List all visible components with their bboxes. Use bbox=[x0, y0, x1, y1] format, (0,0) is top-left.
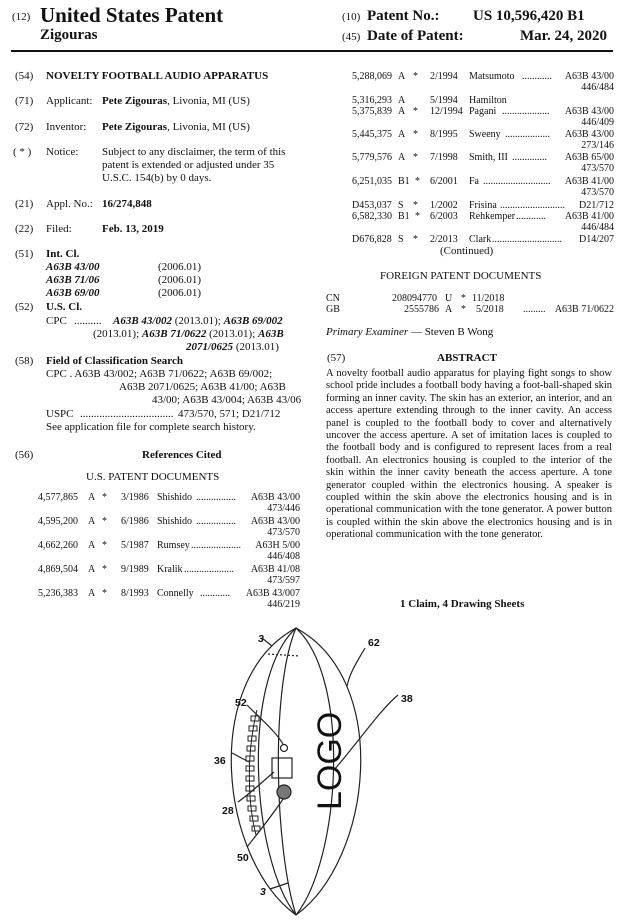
header-title: United States Patent bbox=[40, 3, 224, 27]
patent-no-value: US 10,596,420 B1 bbox=[473, 8, 585, 24]
header-inventor-surname: Zigouras bbox=[40, 27, 98, 43]
ref-kind: A bbox=[88, 540, 96, 551]
ref-class: A63B 43/00 bbox=[250, 492, 300, 503]
title-code: (54) bbox=[15, 70, 34, 82]
ref-dots: ................ bbox=[196, 516, 236, 527]
leader-28 bbox=[238, 772, 274, 802]
ref-date: 12/1994 bbox=[430, 106, 463, 117]
ref-label-62: 62 bbox=[368, 637, 380, 649]
ref-name: Smith, III bbox=[469, 152, 508, 163]
notice-code: ( * ) bbox=[13, 146, 32, 158]
ref-star: * bbox=[413, 129, 418, 140]
inventor-label: Inventor: bbox=[46, 121, 87, 133]
cpc-d1: A63B bbox=[258, 328, 284, 340]
foreign-no: 208094770 bbox=[392, 293, 437, 304]
ref-no: 5,375,839 bbox=[352, 106, 392, 117]
ref-name: Shishido bbox=[157, 492, 193, 503]
inventor-code: (72) bbox=[15, 121, 34, 133]
ref-no: 6,251,035 bbox=[352, 176, 392, 187]
ref-star: * bbox=[415, 211, 420, 222]
ref-date: 2/1994 bbox=[430, 71, 458, 82]
reference-row bbox=[352, 129, 614, 153]
ref-name: Rehkemper bbox=[469, 211, 516, 222]
cpc-d2: 2071/0625 bbox=[186, 341, 234, 353]
ref-star: * bbox=[415, 176, 420, 187]
cpc-c-version: (2013.01); bbox=[206, 328, 259, 340]
field-label: Field of Classification Search bbox=[46, 355, 183, 367]
ref-name: Rumsey bbox=[157, 540, 190, 551]
intcl-label: Int. Cl. bbox=[46, 248, 80, 260]
ref-class: A63B 43/007 bbox=[245, 588, 300, 599]
ref-dots: ................... bbox=[502, 106, 550, 117]
ref-kind: A bbox=[88, 564, 96, 575]
foreign-row bbox=[326, 304, 614, 316]
cpc-dots: .......... bbox=[74, 315, 102, 327]
ref-kind: A bbox=[398, 129, 406, 140]
inventor-name: Pete Zigouras bbox=[102, 121, 168, 133]
ref-date: 6/2003 bbox=[430, 211, 458, 222]
ref-class-2: 473/597 bbox=[267, 575, 300, 586]
ref-kind: S bbox=[398, 234, 404, 245]
uscl-label: U.S. Cl. bbox=[46, 301, 83, 313]
cpc-d-version: (2013.01) bbox=[233, 341, 279, 353]
ref-label-52: 52 bbox=[235, 697, 247, 709]
ref-class-2: 446/219 bbox=[267, 599, 300, 610]
ref-class: A63B 43/00 bbox=[564, 129, 614, 140]
uspc-dots: .................................. bbox=[80, 408, 174, 420]
ref-star: * bbox=[102, 516, 107, 527]
field-line-2: A63B 2071/0625; A63B 41/00; A63B bbox=[119, 381, 286, 393]
ref-class: D21/712 bbox=[579, 200, 614, 211]
cpc-b: A63B 69/002 bbox=[223, 315, 283, 327]
reference-row bbox=[352, 152, 614, 176]
applicant-name: Pete Zigouras bbox=[102, 95, 168, 107]
field-code: (58) bbox=[15, 355, 34, 367]
examiner-label: Primary Examiner bbox=[326, 326, 409, 338]
ref-kind: A bbox=[398, 152, 406, 163]
header-rule bbox=[11, 50, 613, 52]
ref-no: 5,445,375 bbox=[352, 129, 392, 140]
ref-star: * bbox=[102, 588, 107, 599]
ref-kind: A bbox=[398, 95, 406, 106]
foreign-star: * bbox=[461, 293, 466, 304]
ref-date: 2/2013 bbox=[430, 234, 458, 245]
uspc-value: 473/570, 571; D21/712 bbox=[178, 408, 281, 420]
cpc-b-version: (2013.01); bbox=[93, 328, 142, 340]
ref-class-2: 446/484 bbox=[581, 222, 614, 233]
intcl-version-1: (2006.01) bbox=[158, 261, 202, 273]
ref-kind: B1 bbox=[398, 176, 410, 187]
foreign-country: CN bbox=[326, 293, 340, 304]
ref-no: 4,577,865 bbox=[38, 492, 78, 503]
ref-name: Matsumoto bbox=[469, 71, 515, 82]
cpc-line-1 bbox=[113, 315, 283, 327]
cpc-a: A63B 43/002 bbox=[113, 315, 172, 327]
applicant-location: , Livonia, MI (US) bbox=[167, 95, 250, 107]
ref-class-2: 473/570 bbox=[581, 163, 614, 174]
ref-label-28: 28 bbox=[222, 805, 234, 817]
ref-no: 5,236,383 bbox=[38, 588, 78, 599]
intcl-class-1: A63B 43/00 bbox=[46, 261, 100, 273]
inventor-line bbox=[102, 121, 250, 133]
access-panel bbox=[272, 758, 292, 778]
notice-line-2: patent is extended or adjusted under 35 bbox=[102, 159, 275, 171]
ref-name: Clark bbox=[469, 234, 492, 245]
ref-date: 8/1995 bbox=[430, 129, 458, 140]
foreign-kind: A bbox=[445, 304, 453, 315]
ref-class: A63B 41/00 bbox=[564, 211, 614, 222]
ref-class-2: 473/570 bbox=[581, 187, 614, 198]
filed-label: Filed: bbox=[46, 223, 72, 235]
cpc-c: A63B 71/0622 bbox=[141, 328, 207, 340]
ref-class: A63B 43/00 bbox=[250, 516, 300, 527]
ref-class: A63B 43/00 bbox=[564, 106, 614, 117]
reference-row bbox=[38, 540, 300, 564]
ref-date: 9/1989 bbox=[121, 564, 149, 575]
intcl-version-2: (2006.01) bbox=[158, 274, 202, 286]
uspc-label: USPC bbox=[46, 408, 74, 420]
ref-class: A63B 41/00 bbox=[564, 176, 614, 187]
foreign-date: 5/2018 bbox=[476, 304, 504, 315]
cpc-line-2 bbox=[93, 328, 284, 340]
foreign-no: 2555786 bbox=[404, 304, 439, 315]
ref-star: * bbox=[102, 492, 107, 503]
ref-no: 5,316,293 bbox=[352, 95, 392, 106]
ref-name: Shishido bbox=[157, 516, 193, 527]
cpc-label: CPC bbox=[46, 315, 67, 327]
ref-date: 5/1987 bbox=[121, 540, 149, 551]
ref-date: 6/2001 bbox=[430, 176, 458, 187]
leader-top-dash bbox=[268, 654, 300, 656]
ref-dots: .................... bbox=[184, 564, 234, 575]
ref-class-2: 446/409 bbox=[581, 117, 614, 128]
ref-dots: .................. bbox=[505, 129, 550, 140]
foreign-class: A63B 71/0622 bbox=[554, 304, 614, 315]
ref-star: * bbox=[413, 71, 418, 82]
ref-star: * bbox=[102, 564, 107, 575]
header-code-45: (45) bbox=[342, 31, 361, 43]
ref-class-2: 473/570 bbox=[267, 527, 300, 538]
uscl-code: (52) bbox=[15, 301, 34, 313]
ref-no: 4,869,504 bbox=[38, 564, 78, 575]
field-line-3: 43/00; A63B 43/004; A63B 43/06 bbox=[152, 394, 302, 406]
ref-class: A63B 43/00 bbox=[564, 71, 614, 82]
ref-name: Sweeny bbox=[469, 129, 501, 140]
applicant-label: Applicant: bbox=[46, 95, 93, 107]
football-seam-inner bbox=[278, 628, 296, 915]
ref-class-2: 446/484 bbox=[581, 82, 614, 93]
patent-title: NOVELTY FOOTBALL AUDIO APPARATUS bbox=[46, 70, 269, 82]
patent-no-label: Patent No.: bbox=[367, 8, 440, 24]
cpc-a-version: (2013.01); bbox=[171, 315, 224, 327]
foreign-kind: U bbox=[445, 293, 453, 304]
abstract-label: ABSTRACT bbox=[437, 352, 497, 364]
ref-kind: S bbox=[398, 200, 404, 211]
ref-name: Fa bbox=[469, 176, 479, 187]
speaker bbox=[277, 785, 291, 799]
abstract-code: (57) bbox=[327, 352, 346, 364]
ref-class: A63B 65/00 bbox=[564, 152, 614, 163]
ref-no: D453,037 bbox=[352, 200, 392, 211]
ref-kind: A bbox=[88, 516, 96, 527]
ref-star: * bbox=[413, 152, 418, 163]
us-docs-label: U.S. PATENT DOCUMENTS bbox=[86, 471, 220, 483]
ref-date: 7/1998 bbox=[430, 152, 458, 163]
field-note: See application file for complete search history. bbox=[46, 421, 256, 433]
ref-date: 1/2002 bbox=[430, 200, 458, 211]
ref-dots: ............ bbox=[200, 588, 230, 599]
ref-no: 5,288,069 bbox=[352, 71, 392, 82]
examiner-sep: — bbox=[408, 326, 425, 338]
ref-kind: A bbox=[88, 492, 96, 503]
ref-kind: B1 bbox=[398, 211, 410, 222]
laces bbox=[246, 716, 260, 831]
ref-kind: A bbox=[398, 106, 406, 117]
header-code-12: (12) bbox=[12, 11, 31, 23]
ref-class-2: 473/446 bbox=[267, 503, 300, 514]
appl-value: 16/274,848 bbox=[102, 198, 152, 210]
ref-label-50: 50 bbox=[237, 852, 249, 864]
ref-name: Frisina bbox=[469, 200, 497, 211]
examiner-name: Steven B Wong bbox=[424, 326, 494, 338]
ref-star: * bbox=[102, 540, 107, 551]
ref-no: 4,595,200 bbox=[38, 516, 78, 527]
ref-kind: A bbox=[398, 71, 406, 82]
ref-dots: .............. bbox=[512, 152, 547, 163]
ref-star: * bbox=[413, 234, 418, 245]
ref-no: D676,828 bbox=[352, 234, 392, 245]
ref-no: 5,779,576 bbox=[352, 152, 392, 163]
appl-label: Appl. No.: bbox=[46, 198, 93, 210]
ref-name: Connelly bbox=[157, 588, 194, 599]
ref-class: A63H 5/00 bbox=[255, 540, 300, 551]
ref-label-36: 36 bbox=[214, 755, 226, 767]
applicant-code: (71) bbox=[15, 95, 34, 107]
ref-class: D14/207 bbox=[579, 234, 614, 245]
leader-62 bbox=[347, 648, 365, 686]
reference-row bbox=[352, 71, 614, 95]
ref-date: 8/1993 bbox=[121, 588, 149, 599]
ref-star: * bbox=[413, 106, 418, 117]
ref-dots: ........................... bbox=[483, 176, 551, 187]
ref-dots: ................ bbox=[196, 492, 236, 503]
ref-date: 3/1986 bbox=[121, 492, 149, 503]
ref-label-3-bottom: 3 bbox=[260, 886, 266, 898]
filed-value: Feb. 13, 2019 bbox=[102, 223, 164, 235]
foreign-dots: ......... bbox=[523, 304, 546, 315]
abstract-text: A novelty football audio apparatus for playing fight songs to show school pride includes a football body having a foot-ball-shaped skin forming an inner cavity. The skin has an exterior, an interior, and an access aperture extending through to the inner cavity. An access panel is coupled to the football body to cover and alternatively uncover the access aperture. A set of imitation laces is coupled to the football body and is configured to represent laces from a real football. An electronics housing is coupled to the interior of the skin within the inner cavity beneath the access aperture. A tone generator coupled within the electronics housing. A speaker is coupled within the skin above the electronics housing and is in operational communication with the tone generator. A power button is coupled within the skin above the electronics housing and is in operational communication with the tone generator. bbox=[326, 368, 612, 541]
football-seam-left bbox=[258, 628, 296, 915]
ref-label-38: 38 bbox=[401, 693, 413, 705]
filed-code: (22) bbox=[15, 223, 34, 235]
inventor-location: , Livonia, MI (US) bbox=[167, 121, 250, 133]
examiner-line bbox=[326, 326, 493, 338]
ref-class-2: 273/146 bbox=[581, 140, 614, 151]
date-value: Mar. 24, 2020 bbox=[520, 28, 607, 44]
ref-name: Kralik bbox=[157, 564, 183, 575]
intcl-class-3: A63B 69/00 bbox=[46, 287, 100, 299]
ref-name: Hamilton bbox=[469, 95, 507, 106]
logo-text: LOGO bbox=[311, 711, 349, 810]
intcl-code: (51) bbox=[15, 248, 34, 260]
reference-row bbox=[352, 176, 614, 200]
ref-class-2: 446/408 bbox=[267, 551, 300, 562]
field-cpc: CPC . A63B 43/002; A63B 71/0622; A63B 69/002; bbox=[46, 368, 273, 380]
leader-52 bbox=[247, 705, 283, 744]
notice-line-1: Subject to any disclaimer, the term of this bbox=[102, 146, 286, 158]
ref-star: * bbox=[413, 200, 418, 211]
ref-class: A63B 41/08 bbox=[250, 564, 300, 575]
ref-dots: .................... bbox=[191, 540, 241, 551]
appl-code: (21) bbox=[15, 198, 34, 210]
ref-no: 4,662,260 bbox=[38, 540, 78, 551]
ref-no: 6,582,330 bbox=[352, 211, 392, 222]
ref-name: Pagani bbox=[469, 106, 497, 117]
foreign-star: * bbox=[461, 304, 466, 315]
cpc-line-3 bbox=[186, 341, 279, 353]
intcl-version-3: (2006.01) bbox=[158, 287, 202, 299]
intcl-class-2: A63B 71/06 bbox=[46, 274, 100, 286]
ref-dots: ............................ bbox=[492, 234, 562, 245]
power-button bbox=[281, 745, 288, 752]
reference-row bbox=[38, 564, 300, 588]
reference-row bbox=[352, 106, 614, 130]
ref-date: 6/1986 bbox=[121, 516, 149, 527]
ref-label-3-top: 3 bbox=[258, 633, 264, 645]
football-drawing bbox=[0, 610, 617, 921]
refs-continued: (Continued) bbox=[440, 245, 494, 257]
ref-date: 5/1994 bbox=[430, 95, 458, 106]
notice-line-3: U.S.C. 154(b) by 0 days. bbox=[102, 172, 212, 184]
foreign-date: 11/2018 bbox=[472, 293, 505, 304]
date-label: Date of Patent: bbox=[367, 28, 464, 44]
foreign-country: GB bbox=[326, 304, 340, 315]
notice-label: Notice: bbox=[46, 146, 79, 158]
ref-dots: ............ bbox=[522, 71, 552, 82]
ref-dots: .......................... bbox=[500, 200, 565, 211]
foreign-docs-label: FOREIGN PATENT DOCUMENTS bbox=[380, 270, 542, 282]
applicant-line bbox=[102, 95, 250, 107]
reference-row bbox=[38, 588, 300, 612]
ref-kind: A bbox=[88, 588, 96, 599]
ref-dots: ............ bbox=[516, 211, 546, 222]
refs-label: References Cited bbox=[142, 449, 222, 461]
claims-summary: 1 Claim, 4 Drawing Sheets bbox=[400, 598, 525, 610]
reference-row bbox=[38, 516, 300, 540]
reference-row bbox=[38, 492, 300, 516]
header-code-10: (10) bbox=[342, 11, 361, 23]
reference-row bbox=[352, 211, 614, 235]
refs-code: (56) bbox=[15, 449, 34, 461]
